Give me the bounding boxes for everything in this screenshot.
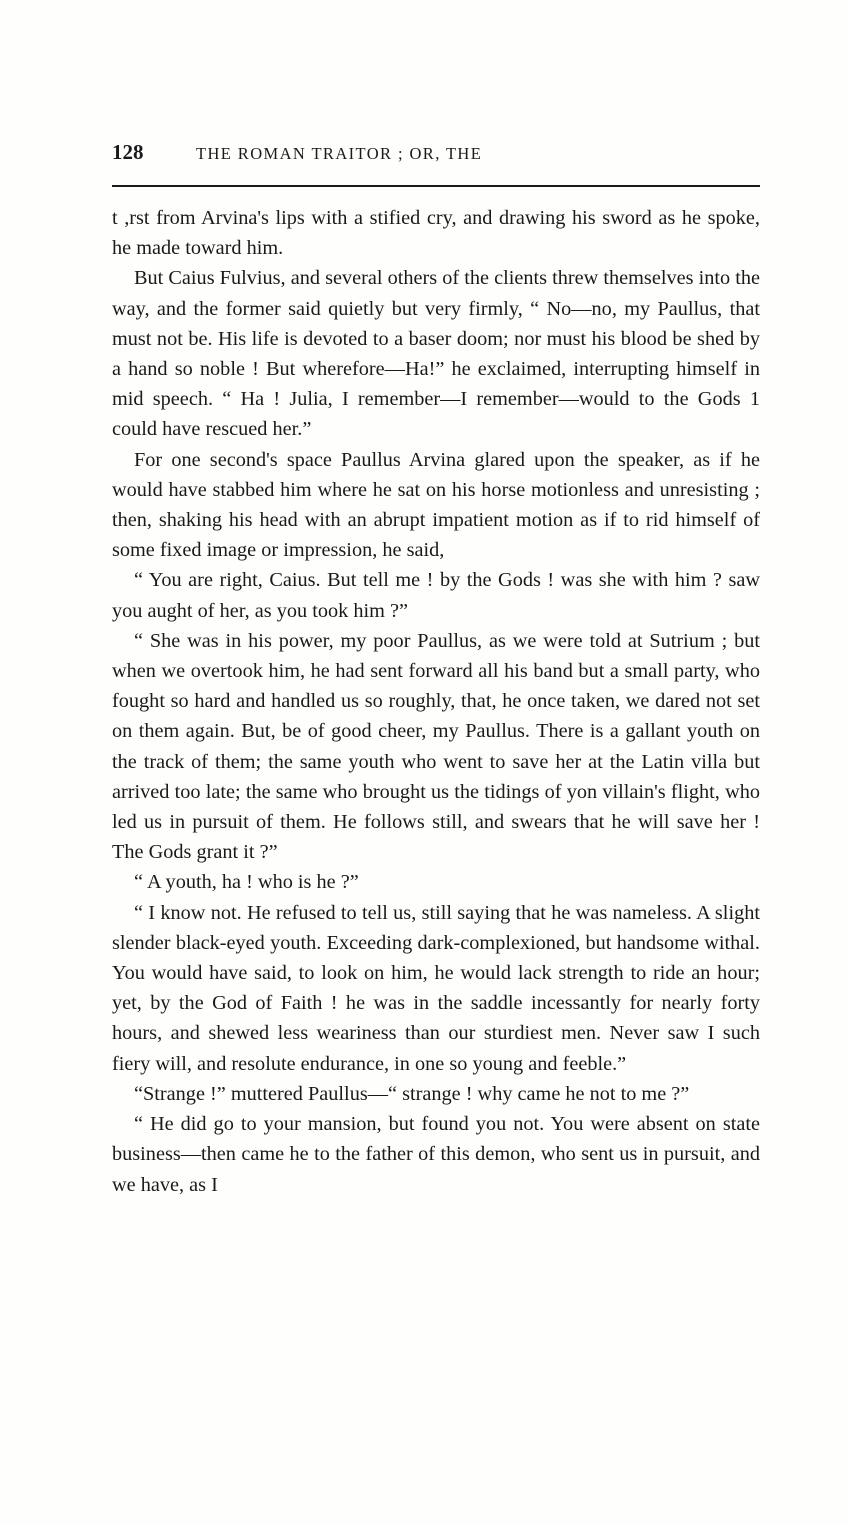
paragraph: “ You are right, Caius. But tell me ! by the Gods ! was she with him ? saw you aught of her, as you took him ?”: [112, 569, 760, 622]
body-text-block: [112, 203, 760, 1200]
header-divider: [112, 185, 760, 187]
paragraph: “ He did go to your mansion, but found you not. You were absent on state business—then came he to the father of this demon, who sent us in pursuit, and we have, as I: [112, 1113, 760, 1196]
paragraph: t ,rst from Arvina's lips with a stified cry, and drawing his sword as he spoke, he made toward him.: [112, 207, 760, 260]
paragraph: But Caius Fulvius, and several others of the clients threw themselves into the way, and the former said quietly but very firmly, “ No—no, my Paullus, that must not be. His life is devoted to a baser doom; nor must his blood be shed by a hand so noble ! But wherefore—Ha!” he exclaimed, interrupting himself in mid speech. “ Ha ! Julia, I remember—I remember—would to the Gods 1 could have rescued her.”: [112, 267, 760, 441]
running-head-title: THE ROMAN TRAITOR ; OR, THE: [196, 144, 483, 163]
paragraph: “ She was in his power, my poor Paullus, as we were told at Sutrium ; but when we overtook him, he had sent forward all his band but a small party, who fought so hard and handled us so roughly, that, he once taken, we dared not set on them again. But, be of good cheer, my Paullus. There is a gallant youth on the track of them; the same youth who went to save her at the Latin villa but arrived too late; the same who brought us the tidings of yon villain's flight, who led us in pursuit of them. He follows still, and swears that he will save her ! The Gods grant it ?”: [112, 629, 760, 864]
paragraph: “Strange !” muttered Paullus—“ strange ! why came he not to me ?”: [134, 1082, 690, 1105]
paragraph: For one second's space Paullus Arvina glared upon the speaker, as if he would have stabbed him where he sat on his horse motionless and unresisting ; then, shaking his head with an abrupt impatient motion as if to rid himself of some fixed image or impression, he said,: [112, 448, 760, 562]
page-header: [112, 140, 760, 174]
page-number: 128: [112, 140, 144, 164]
page-content: [112, 140, 760, 1200]
paragraph: “ I know not. He refused to tell us, still saying that he was nameless. A slight slender black-eyed youth. Exceeding dark-complexioned, but handsome withal. You would have said, to look on him, he would lack strength to ride an hour; yet, by the God of Faith ! he was in the saddle incessantly for nearly forty hours, and shewed less weariness than our sturdiest men. Never saw I such fiery will, and resolute endurance, in one so young and feeble.”: [112, 901, 760, 1075]
paragraph: “ A youth, ha ! who is he ?”: [134, 871, 359, 894]
